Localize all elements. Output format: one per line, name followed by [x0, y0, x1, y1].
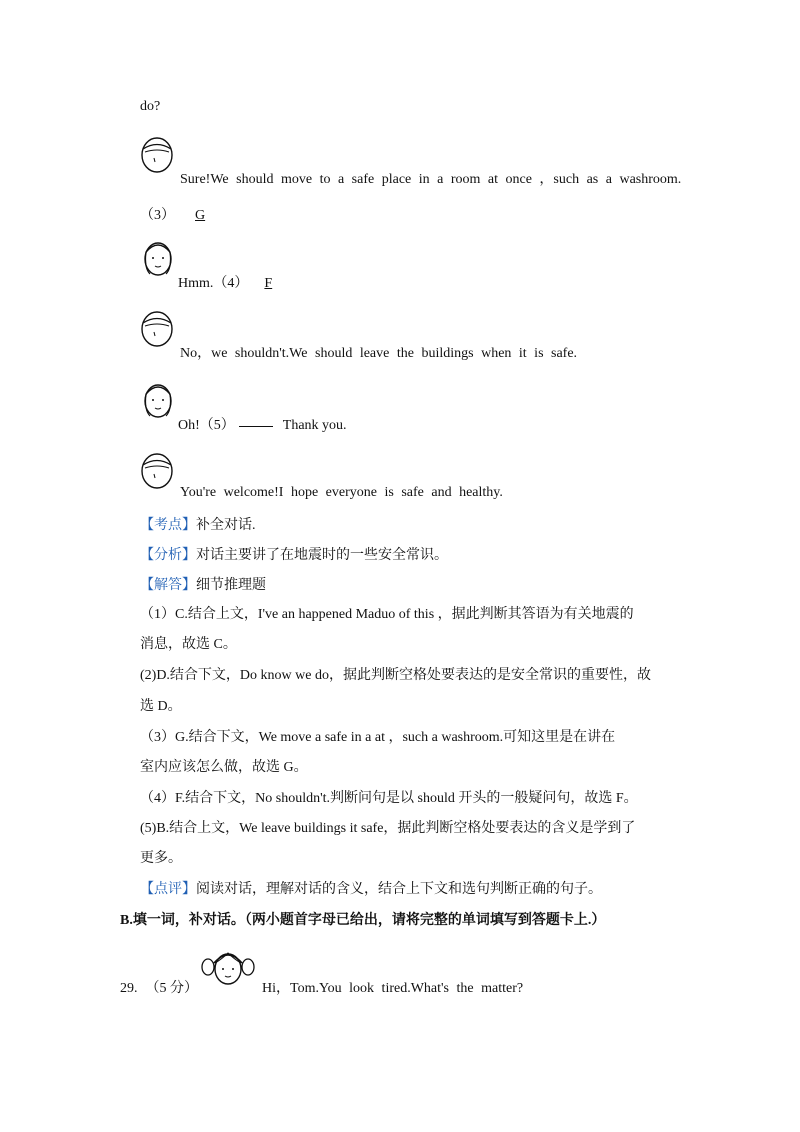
fenxi-text: 对话主要讲了在地震时的一些安全常识。: [196, 548, 448, 563]
question-29-score: （5 分）: [145, 981, 198, 996]
kaodian-row: [140, 517, 256, 535]
fenxi-row: [140, 547, 448, 565]
jieda-text: 细节推理题: [196, 578, 266, 593]
dianping-row: [140, 881, 602, 899]
boy-face-icon: [140, 136, 176, 174]
analysis-item-3-line-2: 室内应该怎么做，故选 G。: [140, 760, 308, 775]
analysis-item-4-line-1: （4）F.结合下文，No shouldn't.判断问句是以 should 开头的一般疑问句，故选 F。: [140, 791, 638, 806]
dialogue-line-boy-1: Sure!We should move to a safe place in a room at once ，such as a washroom.: [180, 172, 682, 187]
dialogue-line-3: [140, 204, 207, 224]
answer-5-blank: [239, 425, 273, 427]
dialogue-line-boy-3: You're welcome!I hope everyone is safe and healthy.: [180, 485, 503, 500]
girl-face-icon: [200, 945, 256, 991]
dianping-text: 阅读对话，理解对话的含义，结合上下文和选句判断正确的句子。: [196, 882, 602, 897]
analysis-item-1-line-1: （1）C.结合上文，I've an happened Maduo of this ，据此判断其答语为有关地震的: [140, 607, 634, 622]
kaodian-text: 补全对话.: [196, 518, 256, 533]
dianping-label: 【点评】: [140, 882, 196, 897]
boy-face-icon: [140, 310, 176, 348]
jieda-label: 【解答】: [140, 578, 196, 593]
fenxi-label: 【分析】: [140, 548, 196, 563]
dialogue-line-boy-2: No，we shouldn't.We should leave the buildings when it is safe.: [180, 346, 578, 361]
question-29-number-row: [120, 977, 198, 997]
analysis-item-1-line-2: 消息，故选 C。: [140, 637, 237, 652]
section-b-heading: B.填一词，补对话。（两小题首字母已给出，请将完整的单词填写到答题卡上.）: [120, 913, 606, 928]
dialogue-line-5-suffix: Thank you.: [282, 418, 347, 433]
dialogue-line-4-prefix: Hmm.（4）: [178, 276, 249, 291]
girl-face-icon: [140, 380, 176, 422]
analysis-item-3-line-1: （3）G.结合下文，We move a safe in a at ，such a washroom.可知这里是在讲在: [140, 730, 616, 745]
jieda-row: [140, 577, 266, 595]
question-29-number: 29.: [120, 981, 138, 996]
kaodian-label: 【考点】: [140, 518, 196, 533]
dialogue-intro-tail: do?: [140, 99, 161, 114]
analysis-item-5-line-1: (5)B.结合上文，We leave buildings it safe，据此判断空格处要表达的含义是学到了: [140, 821, 636, 836]
dialogue-line-4: [178, 272, 274, 292]
analysis-item-5-line-2: 更多。: [140, 851, 182, 866]
girl-face-icon: [140, 238, 176, 280]
analysis-item-2-line-1: (2)D.结合下文，Do know we do，据此判断空格处要表达的是安全常识的重要性，故: [140, 668, 651, 683]
analysis-item-2-line-2: 选 D。: [140, 699, 182, 714]
boy-face-icon: [140, 452, 176, 490]
answer-4: F: [264, 276, 273, 291]
dialogue-line-3-prefix: （3）: [140, 208, 175, 223]
dialogue-line-5: [178, 414, 347, 434]
answer-3: G: [195, 208, 206, 223]
question-29-text: Hi，Tom.You look tired.What's the matter?: [262, 981, 524, 996]
dialogue-line-5-prefix: Oh!（5）: [178, 418, 235, 433]
